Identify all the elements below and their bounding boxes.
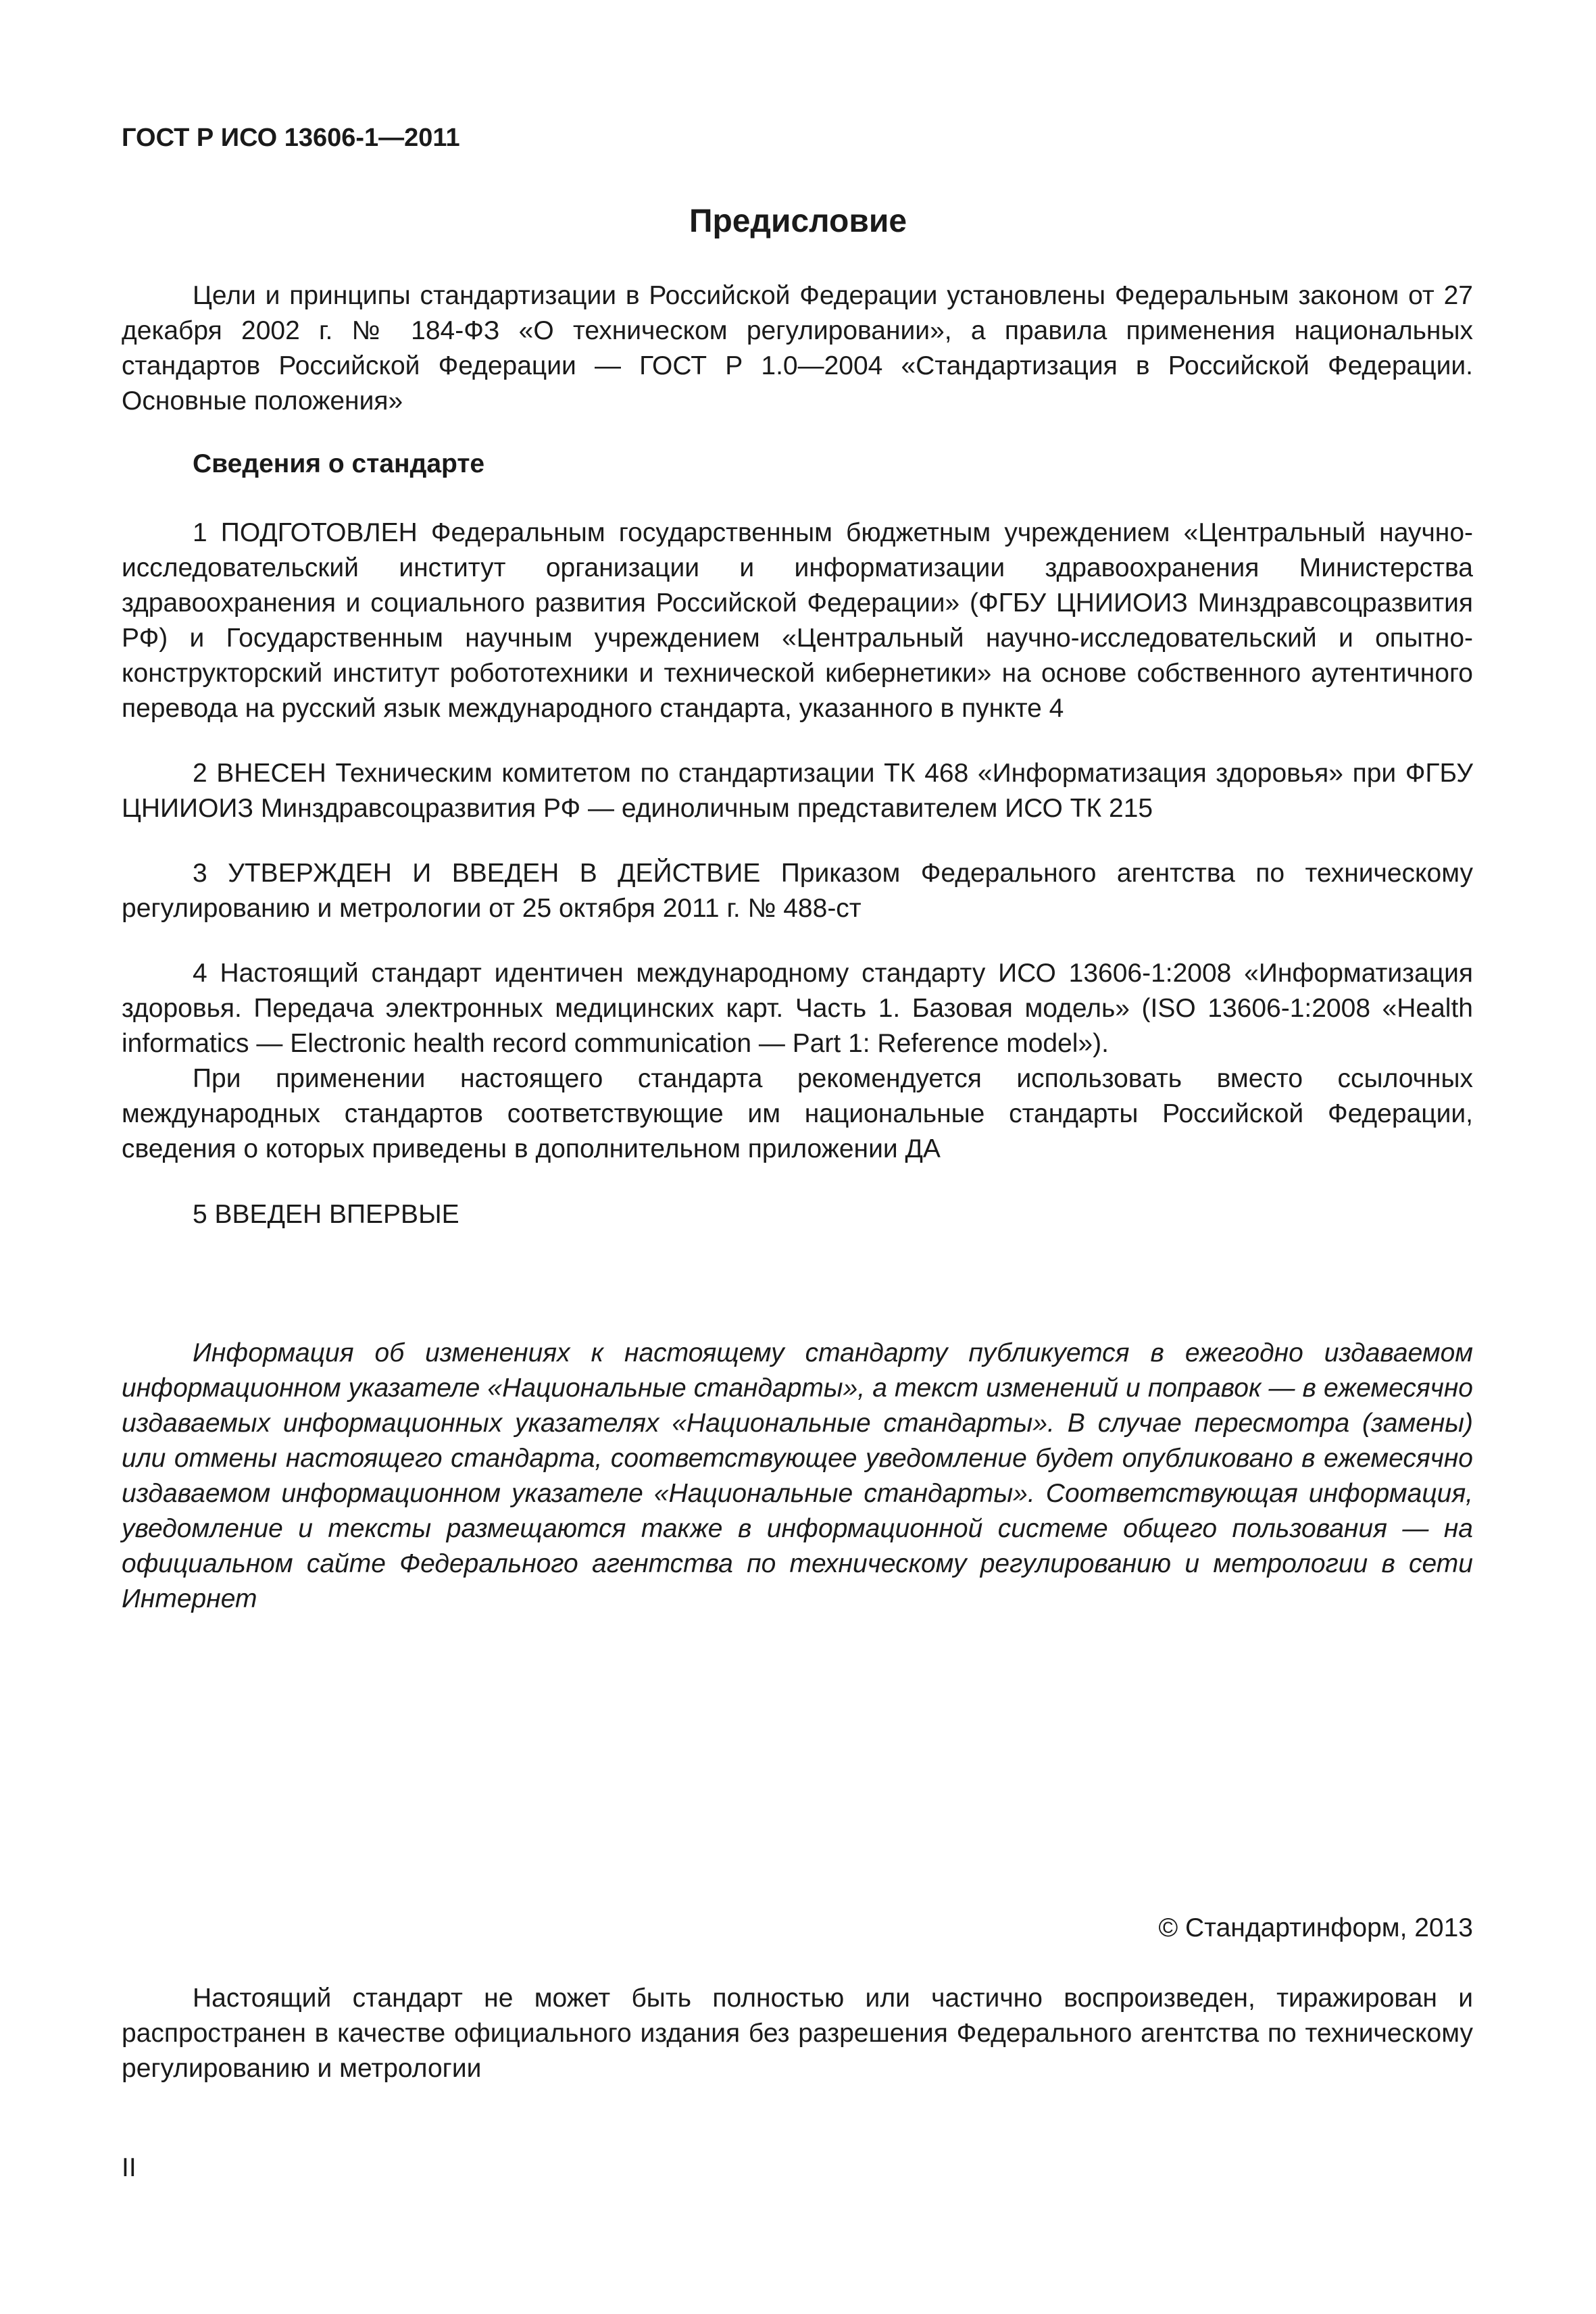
list-item: При применении настоящего стандарта рекомендуется использовать вместо ссылочных международных стандартов соответствующие им национальные стандарты Российской Федерации, сведения о которых приведены в дополнительном приложении ДА: [122, 1064, 1473, 1163]
notice-paragraph: Информация об изменениях к настоящему стандарту публикуется в ежегодно издаваемом информационном указателе «Национальные стандарты», а текст изменений и поправок — в ежемесячно издаваемых информационных указателях «Национальные стандарты». В случае пересмотра (замены) или отмены настоящего стандарта, соответствующее уведомление будет опубликовано в ежемесячно издаваемом информационном указателе «Национальные стандарты». Соответствующая информация, уведомление и тексты размещаются также в информационной системе общего пользования — на официальном сайте Федерального агентства по техническому регулированию и метрологии в сети Интернет: [122, 1338, 1473, 1613]
item-2-block: [122, 756, 1473, 826]
reproduction-notice: Настоящий стандарт не может быть полностью или частично воспроизведен, тиражирован и распространен в качестве официального издания без разрешения Федерального агентства по техническому регулированию и метрологии: [122, 1984, 1473, 2083]
intro-paragraph: Цели и принципы стандартизации в Российской Федерации установлены Федеральным законом от 27 декабря 2002 г. № 184-ФЗ «О техническом регулировании», а правила применения национальных стандартов Российской Федерации — ГОСТ Р 1.0—2004 «Стандартизация в Российской Федерации. Основные положения»: [122, 281, 1473, 416]
list-item: 2 ВНЕСЕН Техническим комитетом по стандартизации ТК 468 «Информатизация здоровья» при ФГБУ ЦНИИОИЗ Минздравсоцразвития РФ — единоличным представителем ИСО ТК 215: [122, 759, 1473, 823]
list-item: 4 Настоящий стандарт идентичен международному стандарту ИСО 13606-1:2008 «Информатизация здоровья. Передача электронных медицинских карт. Часть 1. Базовая модель» (ISO 13606-1:2008 «Health informatics — Electronic health record communication — Part 1: Reference model»).: [122, 959, 1473, 1058]
item-1-block: [122, 515, 1473, 726]
reproduction-block: [122, 1981, 1473, 2086]
notice-block: [122, 1336, 1473, 1617]
item-5-block: [122, 1197, 1473, 1232]
item-4-block: [122, 956, 1473, 1167]
list-item: 3 УТВЕРЖДЕН И ВВЕДЕН В ДЕЙСТВИЕ Приказом Федерального агентства по техническому регулированию и метрологии от 25 октября 2011 г. № 488-ст: [122, 859, 1473, 923]
standard-code-header: ГОСТ Р ИСО 13606-1—2011: [122, 124, 460, 152]
page-title: Предисловие: [689, 203, 907, 239]
copyright-line: © Стандартинформ, 2013: [1158, 1913, 1473, 1942]
intro-block: [122, 278, 1473, 419]
list-item: 1 ПОДГОТОВЛЕН Федеральным государственным бюджетным учреждением «Центральный научно-исследовательский институт организации и информатизации здравоохранения Министерства здравоохранения и социального развития Российской Федерации» (ФГБУ ЦНИИОИЗ Минздравсоцразвития РФ) и Государственным научным учреждением «Центральный научно-исследовательский и опытно-конструкторский институт робототехники и технической кибернетики» на основе собственного аутентичного перевода на русский язык международного стандарта, указанного в пункте 4: [122, 518, 1473, 723]
list-item: 5 ВВЕДЕН ВПЕРВЫЕ: [193, 1200, 459, 1229]
section-subheading: Сведения о стандарте: [193, 449, 485, 478]
page-number: II: [122, 2153, 136, 2182]
item-3-block: [122, 856, 1473, 926]
